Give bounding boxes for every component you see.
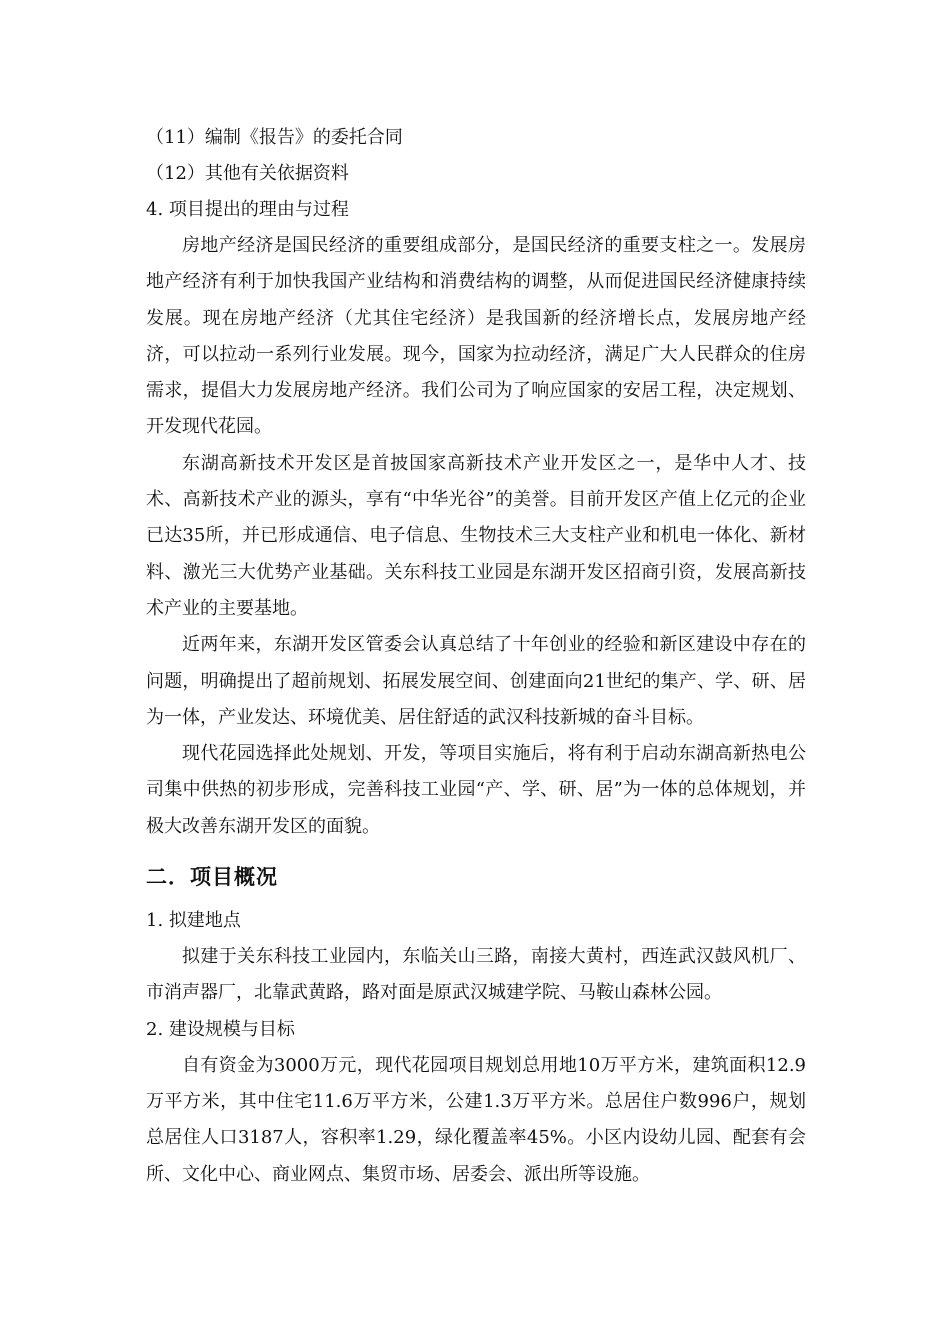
paragraph-recent-years: 近两年来，东湖开发区管委会认真总结了十年创业的经验和新区建设中存在的问题，明确提出了超前规划、拓展发展空间、创建面向21世纪的集产、学、研、居为一体，产业发达、环境优美、居住舒适的武汉科技新城的奋斗目标。 [146, 634, 806, 728]
list-item-12: （12）其他有关依据资料 [146, 163, 349, 184]
document-page [146, 120, 806, 1193]
paragraph-location: 拟建于关东科技工业园内，东临关山三路，南接大黄村，西连武汉鼓风机厂、市消声器厂，北靠武黄路，路对面是原武汉城建学院、马鞍山森林公园。 [146, 946, 806, 1004]
paragraph-real-estate: 房地产经济是国民经济的重要组成部分，是国民经济的重要支柱之一。发展房地产经济有利于加快我国产业结构和消费结构的调整，从而促进国民经济健康持续发展。现在房地产经济（尤其住宅经济）是我国新的经济增长点，发展房地产经济，可以拉动一系列行业发展。现今，国家为拉动经济，满足广大人民群众的住房需求，提倡大力发展房地产经济。我们公司为了响应国家的安居工程，决定规划、开发现代花园。 [146, 235, 806, 438]
subheading-1: 1. 拟建地点 [146, 910, 241, 932]
paragraph-donghu-zone: 东湖高新技术开发区是首披国家高新技术产业开发区之一，是华中人才、技术、高新技术产业的源头，享有“中华光谷”的美誉。目前开发区产值上亿元的企业已达35所，并已形成通信、电子信息、生物技术三大支柱产业和机电一体化、新材料、激光三大优势产业基础。关东科技工业园是东湖开发区招商引资，发展高新技术产业的主要基地。 [146, 452, 806, 619]
section-heading-2: 二．项目概况 [146, 865, 278, 890]
subheading-4: 4. 项目提出的理由与过程 [146, 199, 349, 220]
subheading-2: 2. 建设规模与目标 [146, 1018, 295, 1040]
paragraph-scale: 自有资金为3000万元，现代花园项目规划总用地10万平方米，建筑面积12.9万平方米，其中住宅11.6万平方米，公建1.3万平方米。总居住户数996户，规划总居住人口3187人，容积率1.29，绿化覆盖率45%。小区内设幼儿园、配套有会所、文化中心、商业网点、集贸市场、居委会、派出所等设施。 [146, 1054, 806, 1185]
list-item-11: （11）编制《报告》的委托合同 [146, 127, 403, 148]
paragraph-modern-garden: 现代花园选择此处规划、开发，等项目实施后，将有利于启动东湖高新热电公司集中供热的初步形成，完善科技工业园“产、学、研、居”为一体的总体规划，并极大改善东湖开发区的面貌。 [146, 743, 806, 837]
